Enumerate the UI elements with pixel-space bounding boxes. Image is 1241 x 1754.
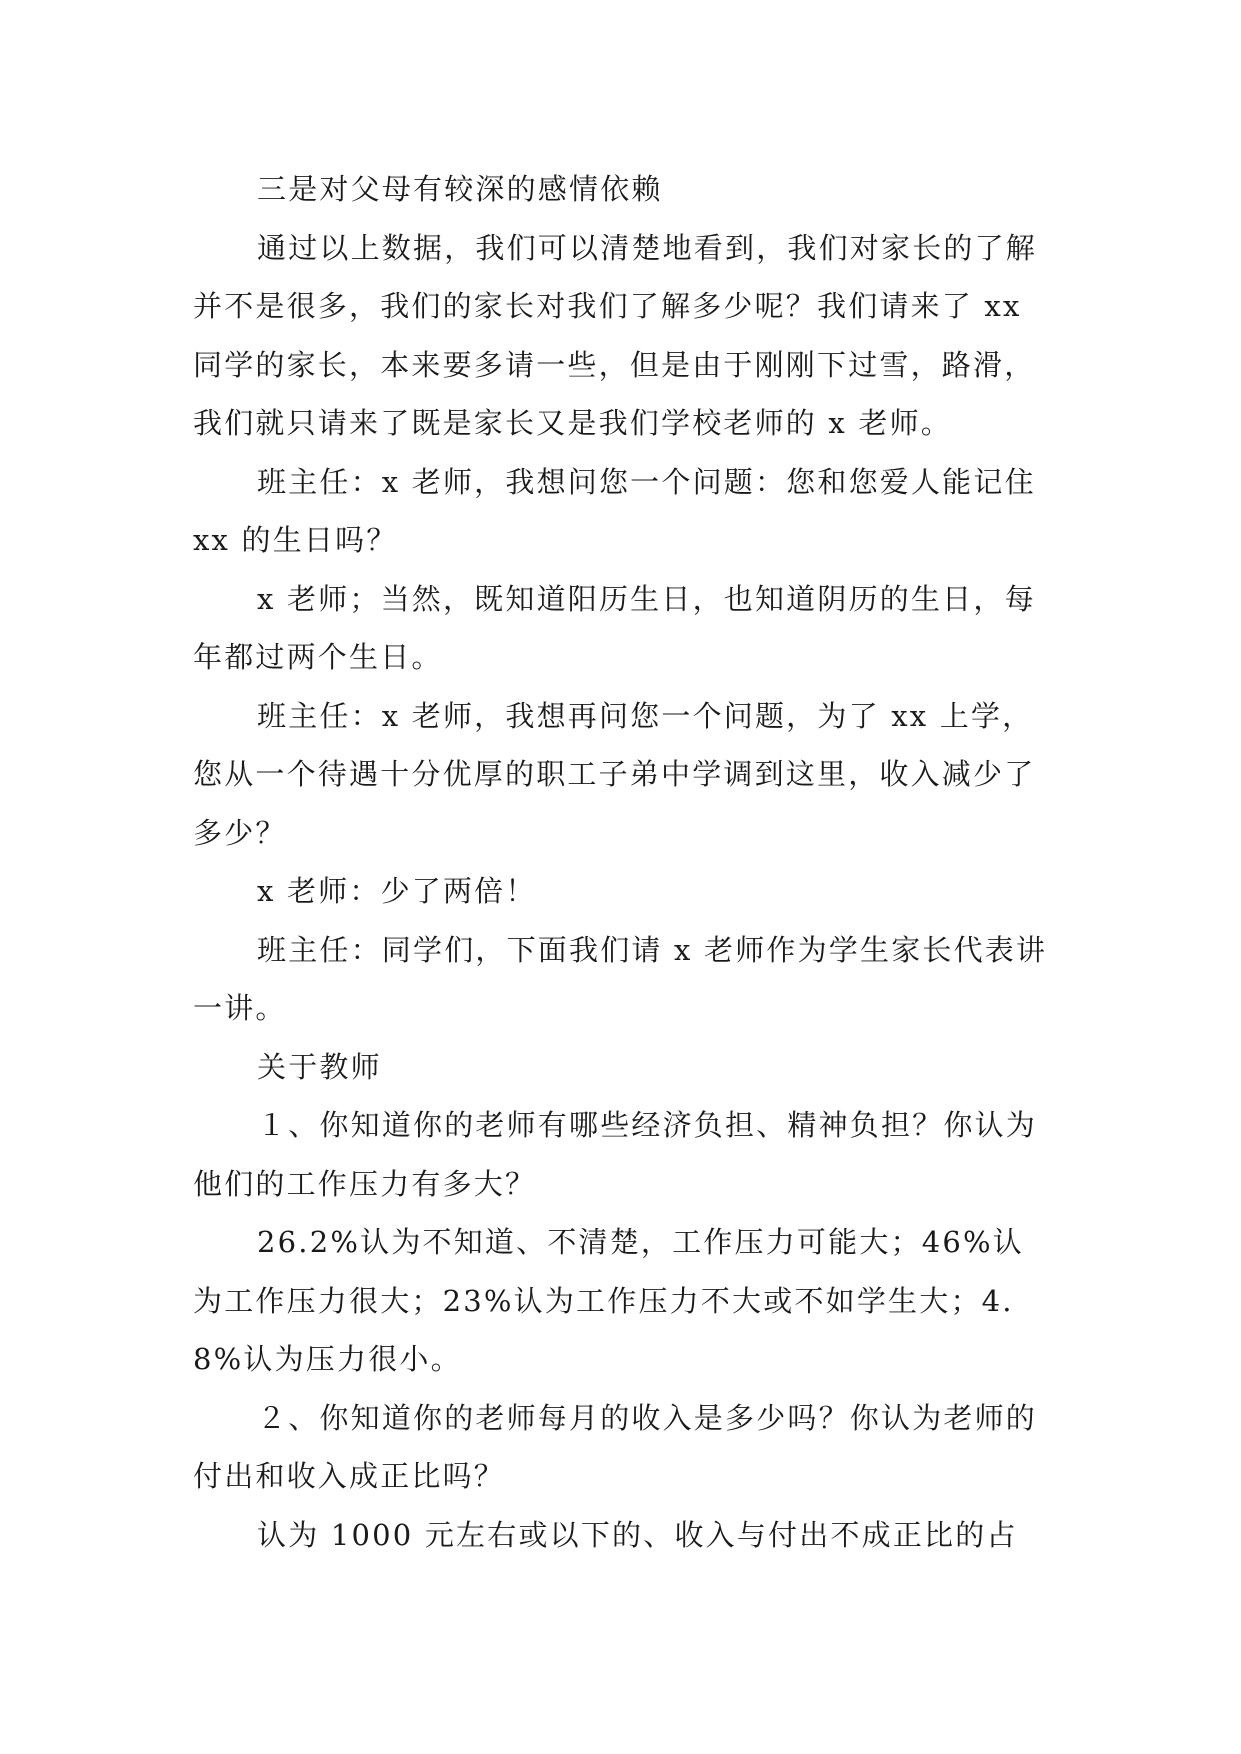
paragraph-teacher-question-birthday: 班主任：x 老师，我想问您一个问题：您和您爱人能记住 xx 的生日吗？ [193, 464, 1036, 557]
paragraph-teacher-question-income: 班主任：x 老师，我想再问您一个问题，为了 xx 上学，您从一个待遇十分优厚的职工子弟中学调到这里，收入减少了多少？ [193, 698, 1036, 850]
paragraph-parent-understanding: 通过以上数据，我们可以清楚地看到，我们对家长的了解并不是很多，我们的家长对我们了解多少呢？我们请来了 xx 同学的家长，本来要多请一些，但是由于刚刚下过雪，路滑，我们就只请来了既是家长又是我们学校老师的 x 老师。 [193, 230, 1038, 440]
paragraph-emotional-dependence: 三是对父母有较深的感情依赖 [257, 172, 663, 206]
answer-2-survey-results: 认为 1000 元左右或以下的、收入与付出不成正比的占 [257, 1517, 1018, 1552]
answer-1-survey-results: 26.2%认为不知道、不清楚，工作压力可能大；46%认为工作压力很大；23%认为工作压力不大或不如学生大；4.8%认为压力很小。 [193, 1225, 1024, 1376]
question-1-teacher-burden: １、你知道你的老师有哪些经济负担、精神负担？你认为他们的工作压力有多大？ [193, 1108, 1038, 1201]
paragraph-invite-parent-speech: 班主任：同学们，下面我们请 x 老师作为学生家长代表讲一讲。 [193, 932, 1048, 1025]
paragraph-teacher-answer-income: x 老师：少了两倍！ [257, 874, 537, 908]
section-heading-about-teachers: 关于教师 [257, 1049, 382, 1084]
question-2-teacher-income: ２、你知道你的老师每月的收入是多少吗？你认为老师的付出和收入成正比吗？ [193, 1400, 1038, 1493]
document-body [193, 160, 1053, 1564]
paragraph-teacher-answer-birthday: x 老师；当然，既知道阳历生日，也知道阴历的生日，每年都过两个生日。 [193, 581, 1036, 674]
